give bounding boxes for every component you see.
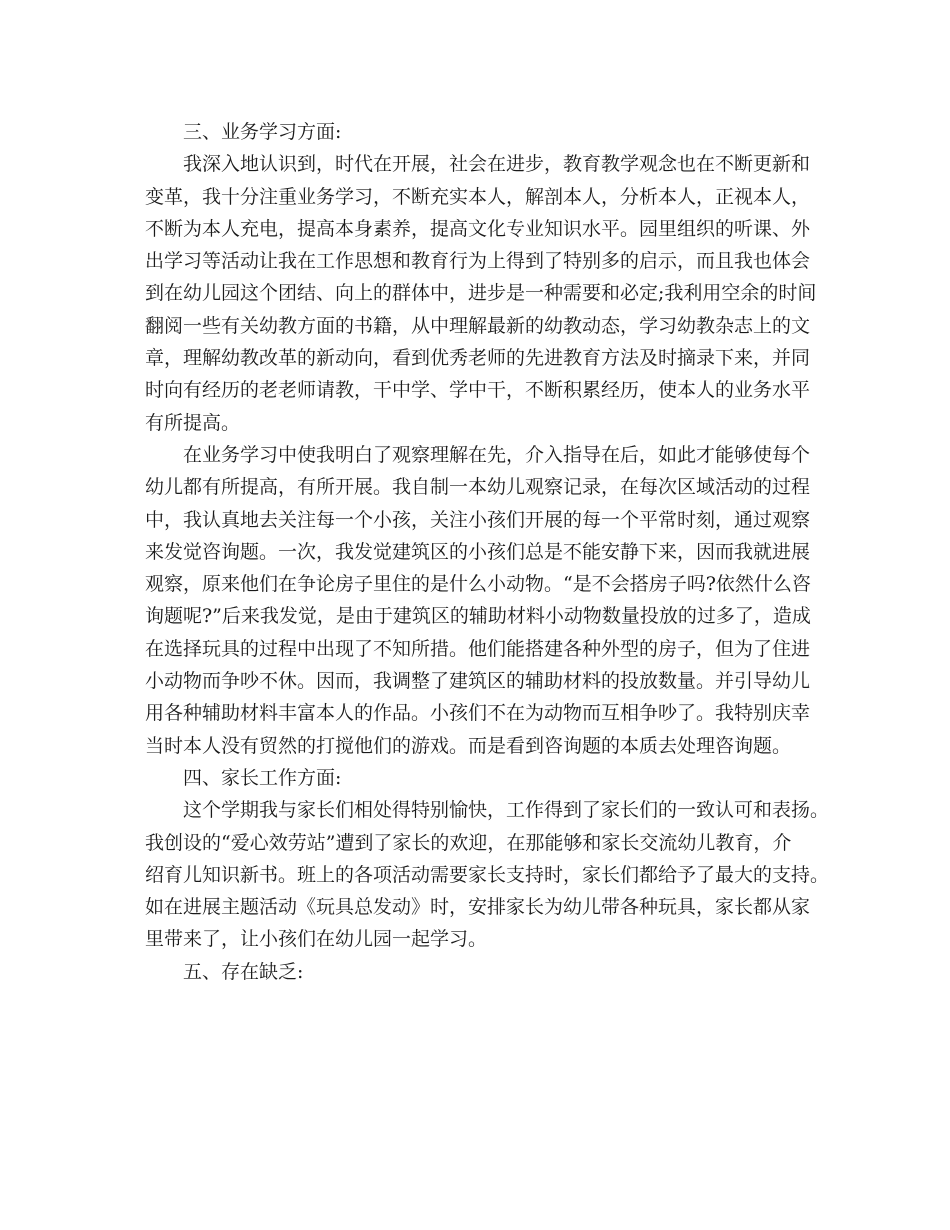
section-heading-shortcomings: 五、存在缺乏: [183,960,304,983]
paragraph-line: 有所提高。 [145,411,241,434]
paragraph-line: 小动物而争吵不休。因而，我调整了建筑区的辅助材料的投放数量。并引导幼儿 [145,670,811,693]
paragraph-line: 变革，我十分注重业务学习，不断充实本人，解剖本人，分析本人，正视本人， [145,185,811,208]
paragraph-line: 这个学期我与家长们相处得特别愉快，工作得到了家长们的一致认可和表扬。 [183,799,830,822]
paragraph-line: 中，我认真地去关注每一个小孩，关注小孩们开展的每一个平常时刻，通过观察 [145,508,811,531]
paragraph-line: 幼儿都有所提高，有所开展。我自制一本幼儿观察记录，在每次区域活动的过程 [145,476,811,499]
paragraph-line: 在选择玩具的过程中出现了不知所措。他们能搭建各种外型的房子，但为了住进 [145,637,811,660]
paragraph-line: 询题呢?”后来我发觉，是由于建筑区的辅助材料小动物数量投放的过多了，造成 [145,605,811,628]
section-heading-business-study: 三、业务学习方面: [183,121,342,143]
section-heading-parent-work: 四、家长工作方面: [183,766,342,789]
paragraph-line: 观察，原来他们在争论房子里住的是什么小动物。“是不会搭房子吗?依然什么咨 [145,573,811,596]
paragraph-line: 里带来了，让小孩们在幼儿园一起学习。 [145,928,488,951]
paragraph-line: 当时本人没有贸然的打搅他们的游戏。而是看到咨询题的本质去处理咨询题。 [145,734,792,757]
paragraph-line: 不断为本人充电，提高本身素养，提高文化专业知识水平。园里组织的听课、外 [145,217,811,240]
paragraph-line: 到在幼儿园这个团结、向上的群体中，进步是一种需要和必定;我利用空余的时间 [145,282,817,305]
paragraph-line: 出学习等活动让我在工作思想和教育行为上得到了特别多的启示，而且我也体会 [145,250,811,273]
paragraph-line: 绍育儿知识新书。班上的各项活动需要家长支持时，家长们都给予了最大的支持。 [145,863,830,886]
paragraph-line: 我深入地认识到，时代在开展，社会在进步，教育教学观念也在不断更新和 [183,153,811,176]
paragraph-line: 章，理解幼教改革的新动向，看到优秀老师的先进教育方法及时摘录下来，并同 [145,347,811,370]
paragraph-line: 如在进展主题活动《玩具总发动》时，安排家长为幼儿带各种玩具，家长都从家 [145,896,811,919]
paragraph-line: 在业务学习中使我明白了观察理解在先，介入指导在后，如此才能够使每个 [183,443,811,466]
paragraph-line: 来发觉咨询题。一次，我发觉建筑区的小孩们总是不能安静下来，因而我就进展 [145,540,811,563]
paragraph-line: 翻阅一些有关幼教方面的书籍，从中理解最新的幼教动态，学习幼教杂志上的文 [145,314,811,337]
paragraph-line: 时向有经历的老老师请教，干中学、学中干，不断积累经历，使本人的业务水平 [145,379,811,402]
paragraph-line: 我创设的“爱心效劳站”遭到了家长的欢迎，在那能够和家长交流幼儿教育，介 [145,831,792,854]
paragraph-line: 用各种辅助材料丰富本人的作品。小孩们不在为动物而互相争吵了。我特别庆幸 [145,702,811,725]
document-body [145,116,830,988]
